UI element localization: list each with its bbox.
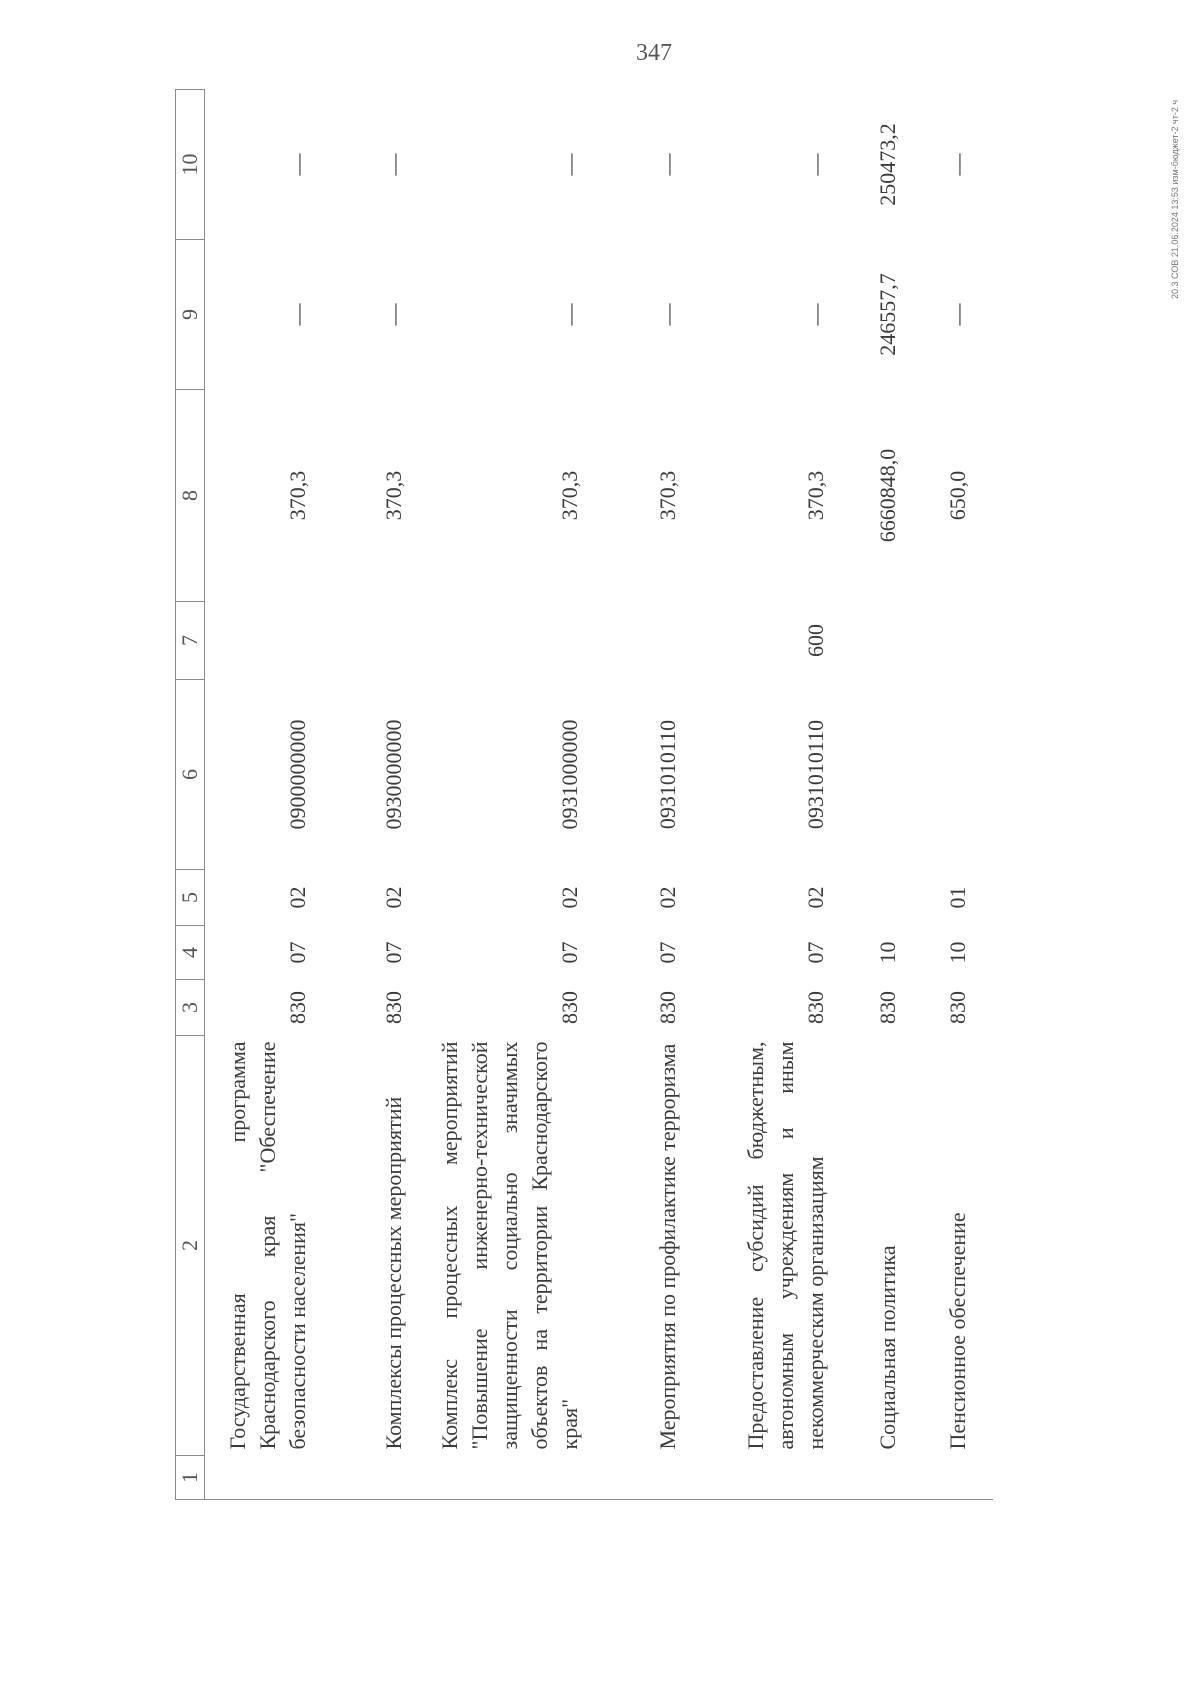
cell-ved: 830 [654, 991, 680, 1024]
cell-amount-2: — [654, 303, 680, 326]
table-row [703, 90, 851, 1500]
cell-amount-3: 250473,2 [874, 123, 900, 206]
cell-ved: 830 [556, 991, 582, 1024]
cell-csr: 0931010110 [802, 719, 828, 830]
cell-rz: 10 [944, 941, 970, 964]
cell-rz: 07 [802, 941, 828, 964]
cell-pr: 01 [944, 886, 970, 909]
cell-vr [429, 602, 605, 680]
col-header-10: 10 [176, 90, 205, 240]
cell-ved: 830 [874, 991, 900, 1024]
cell-ved: 830 [944, 991, 970, 1024]
cell-csr: 0930000000 [380, 719, 406, 830]
cell-amount-2: — [284, 303, 310, 326]
cell-amount-3: — [284, 153, 310, 176]
cell-csr: 0900000000 [284, 719, 310, 830]
cell-amount-1: 6660848,0 [874, 448, 900, 543]
cell-vr [851, 602, 923, 680]
col-header-7: 7 [176, 602, 205, 680]
table-row [923, 90, 993, 1500]
cell-amount-1: 370,3 [802, 470, 828, 521]
col-header-3: 3 [176, 980, 205, 1036]
cell-col1 [205, 1456, 333, 1500]
cell-pr: 02 [654, 886, 680, 909]
table-row [605, 90, 703, 1500]
table-row [333, 90, 429, 1500]
cell-amount-1: 370,3 [284, 470, 310, 521]
cell-name: Мероприятия по профилактике терроризма [654, 1043, 680, 1450]
cell-amount-1: 370,3 [654, 470, 680, 521]
cell-pr: 02 [284, 886, 310, 909]
page-number: 347 [636, 40, 672, 66]
cell-col1 [605, 1456, 703, 1500]
cell-pr [851, 870, 923, 926]
cell-pr: 02 [556, 886, 582, 909]
cell-col1 [923, 1456, 993, 1500]
cell-vr [605, 602, 703, 680]
cell-name: Комплексы процессных мероприятий [380, 1096, 406, 1450]
cell-rz: 07 [284, 941, 310, 964]
cell-name: Социальная политика [874, 1245, 900, 1450]
cell-col1 [703, 1456, 851, 1500]
cell-rz: 07 [380, 941, 406, 964]
cell-rz: 10 [874, 941, 900, 964]
cell-amount-2: 246557,7 [874, 273, 900, 356]
cell-name: Государственная программа Краснодарского края "Обеспечение безопасности населения" [224, 1041, 310, 1450]
document-footer: 20.3 СОВ 21.06.2024 13:53 изм-бюджет-2 чт-2 ч [1170, 100, 1180, 300]
cell-name: Предоставление субсидий бюджетным, автономным учреждениям и иным некоммерческим организациям [742, 1041, 828, 1450]
cell-vr: 600 [802, 624, 828, 657]
header-row [176, 90, 205, 1500]
cell-amount-3: — [556, 153, 582, 176]
cell-amount-3: — [802, 153, 828, 176]
cell-vr [923, 602, 993, 680]
cell-amount-1: 370,3 [556, 470, 582, 521]
cell-ved: 830 [284, 991, 310, 1024]
col-header-6: 6 [176, 680, 205, 870]
table-row [429, 90, 605, 1500]
col-header-9: 9 [176, 240, 205, 390]
cell-rz: 07 [556, 941, 582, 964]
cell-name: Комплекс процессных мероприятий "Повышение инженерно-технической защищенности социально значимых объектов на территории Краснодарского края" [436, 1041, 582, 1450]
table-row [205, 90, 333, 1500]
cell-amount-2: — [944, 303, 970, 326]
cell-csr: 0931010110 [654, 719, 680, 830]
budget-table [175, 89, 993, 1500]
budget-table-rotated [175, 90, 1035, 1500]
cell-pr: 02 [802, 886, 828, 909]
col-header-1: 1 [176, 1456, 205, 1500]
cell-csr [851, 680, 923, 870]
cell-csr: 0931000000 [556, 719, 582, 830]
cell-col1 [333, 1456, 429, 1500]
table-row [851, 90, 923, 1500]
cell-csr [923, 680, 993, 870]
cell-amount-2: — [380, 303, 406, 326]
cell-col1 [851, 1456, 923, 1500]
cell-amount-3: — [944, 153, 970, 176]
col-header-2: 2 [176, 1036, 205, 1456]
cell-pr: 02 [380, 886, 406, 909]
cell-name: Пенсионное обеспечение [944, 1212, 970, 1450]
col-header-4: 4 [176, 926, 205, 980]
cell-ved: 830 [802, 991, 828, 1024]
cell-vr [333, 602, 429, 680]
col-header-8: 8 [176, 390, 205, 602]
cell-amount-2: — [556, 303, 582, 326]
cell-vr [205, 602, 333, 680]
cell-amount-3: — [654, 153, 680, 176]
cell-rz: 07 [654, 941, 680, 964]
cell-amount-2: — [802, 303, 828, 326]
col-header-5: 5 [176, 870, 205, 926]
cell-amount-1: 650,0 [944, 470, 970, 521]
cell-ved: 830 [380, 991, 406, 1024]
cell-col1 [429, 1456, 605, 1500]
cell-amount-1: 370,3 [380, 470, 406, 521]
cell-amount-3: — [380, 153, 406, 176]
